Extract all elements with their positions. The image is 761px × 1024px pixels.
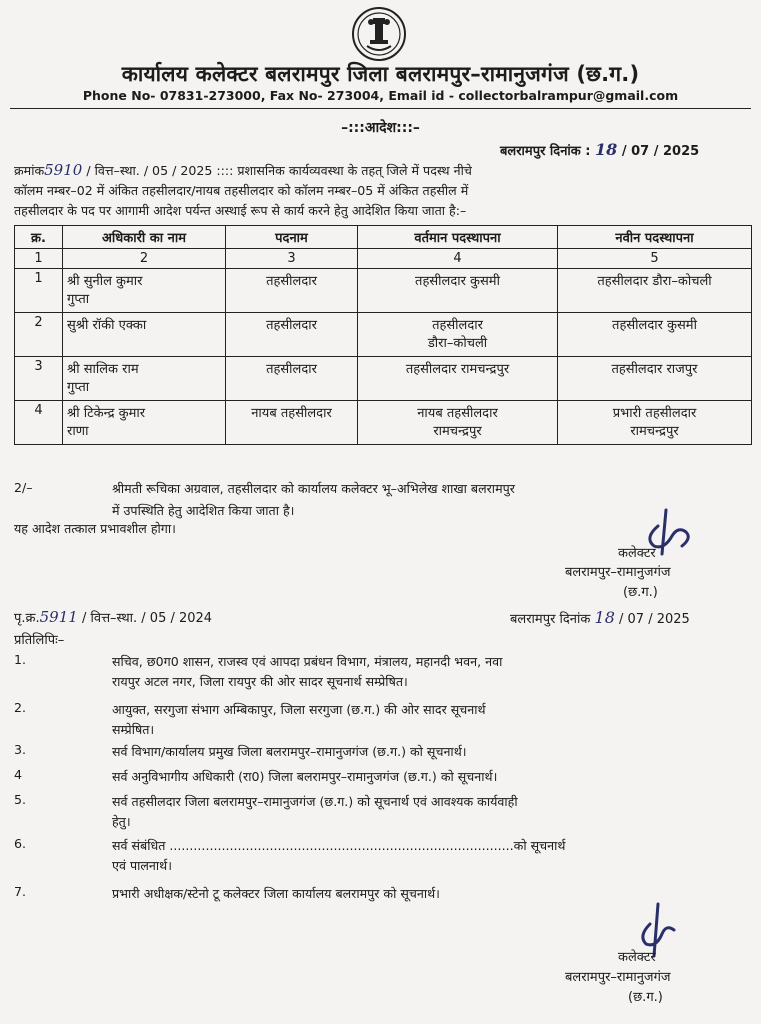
officer-name-line: राणा xyxy=(67,424,89,439)
order-body xyxy=(14,160,749,221)
table-header-cell: क्र. xyxy=(15,226,63,249)
endorsement-ref-number: 5911 xyxy=(39,608,78,626)
row-serial: 4 xyxy=(15,401,63,445)
table-row xyxy=(15,313,752,357)
contact-details: Phone No- 07831-273000, Fax No- 273004, Email id - collectorbalrampur@gmail.com xyxy=(82,88,679,103)
current-posting xyxy=(358,401,558,445)
table-header-cell: नवीन पदस्थापना xyxy=(558,226,752,249)
current-posting-line: डौरा–कोचली xyxy=(427,336,488,351)
list-item-line: हेतु। xyxy=(112,814,131,829)
new-posting-line: तहसीलदार डौरा–कोचली xyxy=(597,274,712,289)
list-item-line: सम्प्रेषित। xyxy=(112,722,155,737)
endorsement-date-rest: / 07 / 2025 xyxy=(619,612,690,627)
current-posting-line: तहसीलदार रामचन्द्रपुर xyxy=(405,362,510,377)
table-row xyxy=(15,357,752,401)
officer-name-line: श्री टिकेन्द्र कुमार xyxy=(67,406,146,421)
order-ref-prefix: क्रमांक xyxy=(14,163,45,178)
list-item-number: 2. xyxy=(14,700,27,715)
list-item-number: 5. xyxy=(14,792,27,807)
order-ref-rest: / वित्त–स्था. / 05 / 2025 :::: xyxy=(86,163,234,178)
office-title: कार्यालय कलेक्टर बलरामपुर जिला बलरामपुर–रामानुजगंज (छ.ग.) xyxy=(121,62,640,86)
current-posting-line: रामचन्द्रपुर xyxy=(433,424,482,439)
signatory-place-2: बलरामपुर–रामानुजगंज xyxy=(565,970,671,985)
current-posting-line: नायब तहसीलदार xyxy=(417,406,498,421)
order-date xyxy=(500,140,699,159)
column-number: 5 xyxy=(558,249,752,269)
designation: तहसीलदार xyxy=(226,313,358,357)
copy-heading: प्रतिलिपिः– xyxy=(14,633,65,648)
endorsement-date-day: 18 xyxy=(594,608,615,627)
signatory-title: कलेक्टर xyxy=(618,546,656,561)
list-item-line: एवं पालनार्थ। xyxy=(112,858,172,873)
column-number: 2 xyxy=(63,249,226,269)
signatory-place: बलरामपुर–रामानुजगंज xyxy=(565,565,671,580)
point-2-line-2: में उपस्थिति हेतु आदेशित किया जाता है। xyxy=(112,503,295,518)
officer-name xyxy=(63,401,226,445)
designation: तहसीलदार xyxy=(226,269,358,313)
table-header-row xyxy=(15,226,752,249)
order-date-day: 18 xyxy=(595,140,618,159)
endorsement-ref xyxy=(14,608,212,626)
new-posting-line: प्रभारी तहसीलदार xyxy=(612,406,697,421)
order-body-line-1 xyxy=(14,160,749,181)
order-body-line-3: तहसीलदार के पद पर आगामी आदेश पर्यन्त अस्थाई रूप से कार्य करने हेतु आदेशित किया जाता है:– xyxy=(14,203,467,218)
officer-name-line: श्री सालिक राम xyxy=(67,362,139,377)
list-item-line: सर्व अनुविभागीय अधिकारी (रा0) जिला बलरामपुर–रामानुजगंज (छ.ग.) को सूचनार्थ। xyxy=(112,769,498,784)
officer-name-line: श्री सुनील कुमार xyxy=(67,274,143,289)
list-item-line: सर्व विभाग/कार्यालय प्रमुख जिला बलरामपुर–रामानुजगंज (छ.ग.) को सूचनार्थ। xyxy=(112,744,467,759)
table-header-cell: वर्तमान पदस्थापना xyxy=(358,226,558,249)
endorsement-ref-prefix: पृ.क्र. xyxy=(14,611,40,626)
point-2-number: 2/– xyxy=(14,480,33,495)
current-posting xyxy=(358,313,558,357)
column-number: 4 xyxy=(358,249,558,269)
new-posting-line: तहसीलदार कुसमी xyxy=(612,318,697,333)
officer-name-line: गुप्ता xyxy=(67,292,90,307)
order-heading: –:::आदेश:::– xyxy=(341,120,420,136)
list-item-line: सर्व तहसीलदार जिला बलरामपुर–रामानुजगंज (छ.ग.) को सूचनार्थ एवं आवश्यक कार्यवाही xyxy=(112,794,518,809)
endorsement-date-label: बलरामपुर दिनांक xyxy=(510,612,591,627)
new-posting xyxy=(558,269,752,313)
officer-name xyxy=(63,269,226,313)
designation: तहसीलदार xyxy=(226,357,358,401)
table-header-cell: पदनाम xyxy=(226,226,358,249)
signatory-title-2: कलेक्टर xyxy=(618,950,656,965)
table-row xyxy=(15,401,752,445)
row-serial: 3 xyxy=(15,357,63,401)
list-item-line: सचिव, छ0ग0 शासन, राजस्व एवं आपदा प्रबंधन विभाग, मंत्रालय, महानदी भवन, नवा xyxy=(112,654,503,669)
officer-name xyxy=(63,313,226,357)
row-serial: 2 xyxy=(15,313,63,357)
new-posting-line: रामचन्द्रपुर xyxy=(630,424,679,439)
list-item-number: 4 xyxy=(14,767,23,782)
order-date-label: बलरामपुर दिनांक : xyxy=(500,144,591,159)
effect-line: यह आदेश तत्काल प्रभावशील होगा। xyxy=(14,521,176,536)
officer-name-line: गुप्ता xyxy=(67,380,90,395)
column-number: 1 xyxy=(15,249,63,269)
list-item-number: 1. xyxy=(14,652,27,667)
current-posting-line: तहसीलदार xyxy=(432,318,483,333)
order-date-rest: / 07 / 2025 xyxy=(621,144,700,159)
endorsement-ref-rest: / वित्त–स्था. / 05 / 2024 xyxy=(81,611,213,626)
signatory-state: (छ.ग.) xyxy=(623,585,658,600)
current-posting-line: तहसीलदार कुसमी xyxy=(415,274,500,289)
point-2-line-1: श्रीमती रूचिका अग्रवाल, तहसीलदार को कार्यालय कलेक्टर भू–अभिलेख शाखा बलरामपुर xyxy=(112,481,515,496)
table-row xyxy=(15,269,752,313)
row-serial: 1 xyxy=(15,269,63,313)
new-posting xyxy=(558,357,752,401)
current-posting xyxy=(358,357,558,401)
signature-block-1 xyxy=(604,544,656,563)
list-item-number: 7. xyxy=(14,884,27,899)
list-item-line: प्रभारी अधीक्षक/स्टेनो टू कलेक्टर जिला कार्यालय बलरामपुर को सूचनार्थ। xyxy=(112,886,440,901)
new-posting xyxy=(558,401,752,445)
signatory-state-2: (छ.ग.) xyxy=(628,990,663,1005)
column-number: 3 xyxy=(226,249,358,269)
order-ref-number: 5910 xyxy=(44,161,83,179)
state-emblem-icon xyxy=(343,6,415,62)
new-posting-line: तहसीलदार राजपुर xyxy=(611,362,698,377)
list-item-number: 6. xyxy=(14,836,27,851)
table-header-cell: अधिकारी का नाम xyxy=(63,226,226,249)
order-body-line-2: कॉलम नम्बर–02 में अंकित तहसीलदार/नायब तहसीलदार को कॉलम नम्बर–05 में अंकित तहसील में xyxy=(14,183,469,198)
list-item-line: सर्व संबंधित ......................................................................................को सूचनार्थ xyxy=(112,838,566,853)
new-posting xyxy=(558,313,752,357)
officer-name xyxy=(63,357,226,401)
header-divider xyxy=(10,108,751,109)
list-item-line: आयुक्त, सरगुजा संभाग अम्बिकापुर, जिला सरगुजा (छ.ग.) की ओर सादर सूचनार्थ xyxy=(112,702,486,717)
table-column-number-row xyxy=(15,249,752,269)
posting-table xyxy=(14,225,752,445)
order-body-text-1: प्रशासनिक कार्यव्यवस्था के तहत् जिले में पदस्थ नीचे xyxy=(237,163,472,178)
endorsement-date xyxy=(510,608,690,627)
list-item-line: रायपुर अटल नगर, जिला रायपुर की ओर सादर सूचनार्थ सम्प्रेषित। xyxy=(112,674,408,689)
current-posting xyxy=(358,269,558,313)
designation: नायब तहसीलदार xyxy=(226,401,358,445)
point-2-text xyxy=(112,478,515,522)
officer-name-line: सुश्री रॉकी एक्का xyxy=(67,318,147,333)
list-item-number: 3. xyxy=(14,742,27,757)
